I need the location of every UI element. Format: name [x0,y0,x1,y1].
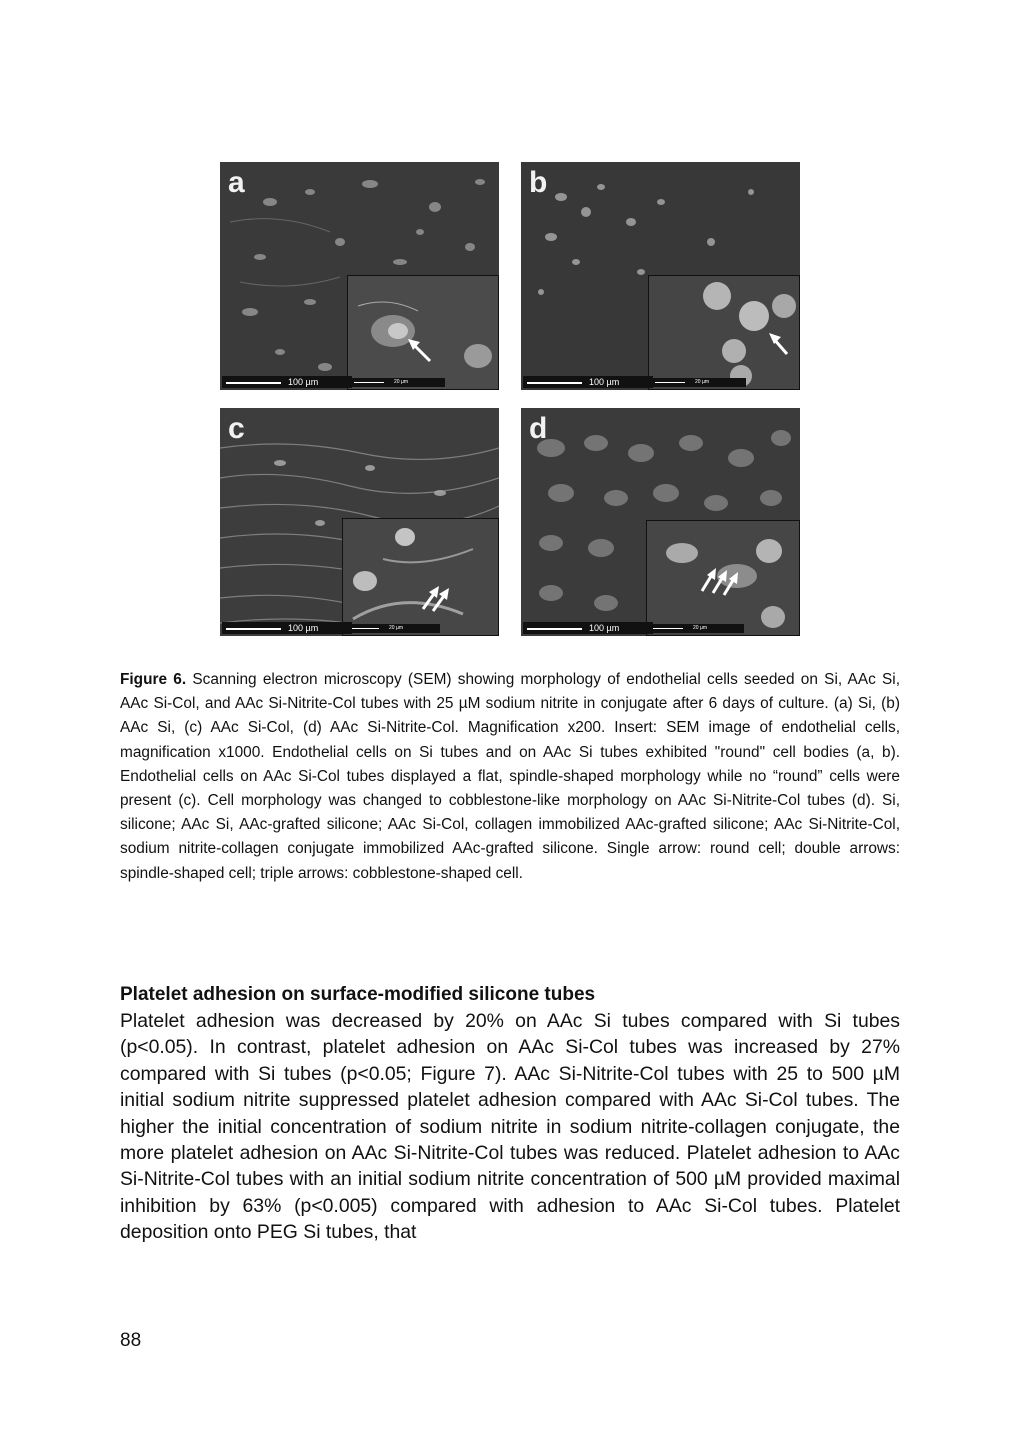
scale-bar-line [527,628,582,630]
scale-bar-line [527,382,582,384]
scale-bar-line [653,628,683,629]
inset-scale-bar [350,378,445,387]
sem-inset-b [648,275,800,390]
inset-scale-bar [649,624,744,633]
caption-lead: Figure 6. [120,671,187,688]
page-number: 88 [120,1330,142,1351]
panel-label: b [529,166,548,199]
scale-bar-label: 20 µm [389,625,403,631]
single-arrow-icon [649,276,799,389]
double-arrow-icon [343,519,498,635]
triple-arrow-icon [647,521,799,635]
scale-bar-label: 100 µm [288,377,319,387]
scale-bar-line [354,382,384,383]
panel-label: d [529,412,548,445]
scale-bar-label: 20 µm [394,379,408,385]
scale-bar-label: 20 µm [695,379,709,385]
sem-panel-a [220,162,499,390]
scale-bar-line [226,382,281,384]
figure-caption [120,668,900,886]
main-scale-bar [523,622,653,634]
scale-bar-label: 100 µm [288,623,319,633]
section-heading: Platelet adhesion on surface-modified silicone tubes [120,984,596,1005]
scale-bar-label: 100 µm [589,377,620,387]
main-scale-bar [222,376,352,388]
scale-bar-line [226,628,281,630]
sem-panel-b [521,162,800,390]
inset-scale-bar [651,378,746,387]
body-paragraph: Platelet adhesion was decreased by 20% on AAc Si tubes compared with Si tubes (p<0.05). In contrast, platelet adhesion on AAc Si-Col tubes was increased by 27% compared with Si tubes (p<0.05; Figure 7). AAc Si-Nitrite-Col tubes with 25 to 500 µM initial sodium nitrite suppressed platelet adhesion compared with AAc Si-Col tubes. The higher the initial concentration of sodium nitrite in sodium nitrite-collagen conjugate, the more platelet adhesion on AAc Si-Nitrite-Col tubes was reduced. Platelet adhesion to AAc Si-Nitrite-Col tubes with an initial sodium nitrite concentration of 500 µM provided maximal inhibition by 63% (p<0.005) compared with adhesion to AAc Si-Col tubes. Platelet deposition onto PEG Si tubes, that [120,1010,900,1244]
panel-label: c [228,412,245,445]
single-arrow-icon [348,276,498,389]
sem-inset-c [342,518,499,636]
main-scale-bar [222,622,352,634]
caption-text: Scanning electron microscopy (SEM) showing morphology of endothelial cells seeded on Si, AAc Si, AAc Si-Col, and AAc Si-Nitrite-Col tubes with 25 µM sodium nitrite in conjugate after 6 days of culture. (a) Si, (b) AAc Si, (c) AAc Si-Col, (d) AAc Si-Nitrite-Col. Magnification x200. Insert: SEM image of endothelial cells, magnification x1000. Endothelial cells on Si tubes and on AAc Si tubes exhibited "round" cell bodies (a, b). Endothelial cells on AAc Si-Col tubes displayed a flat, spindle-shaped morphology while no “round” cells were present (c). Cell morphology was changed to cobblestone-like morphology on AAc Si-Nitrite-Col tubes (d). Si, silicone; AAc Si, AAc-grafted silicone; AAc Si-Col, collagen immobilized AAc-grafted silicone; AAc Si-Nitrite-Col, sodium nitrite-collagen conjugate immobilized AAc-grafted silicone. Single arrow: round cell; double arrows: spindle-shaped cell; triple arrows: cobblestone-shaped cell. [120,671,900,882]
scale-bar-line [349,628,379,629]
scale-bar-label: 100 µm [589,623,620,633]
scale-bar-line [655,382,685,383]
panel-label: a [228,166,245,199]
scale-bar-label: 20 µm [693,625,707,631]
sem-panel-c [220,408,499,636]
sem-panel-d [521,408,800,636]
sem-inset-a [347,275,499,390]
sem-inset-d [646,520,800,636]
inset-scale-bar [345,624,440,633]
sem-figure [220,162,800,640]
main-scale-bar [523,376,653,388]
